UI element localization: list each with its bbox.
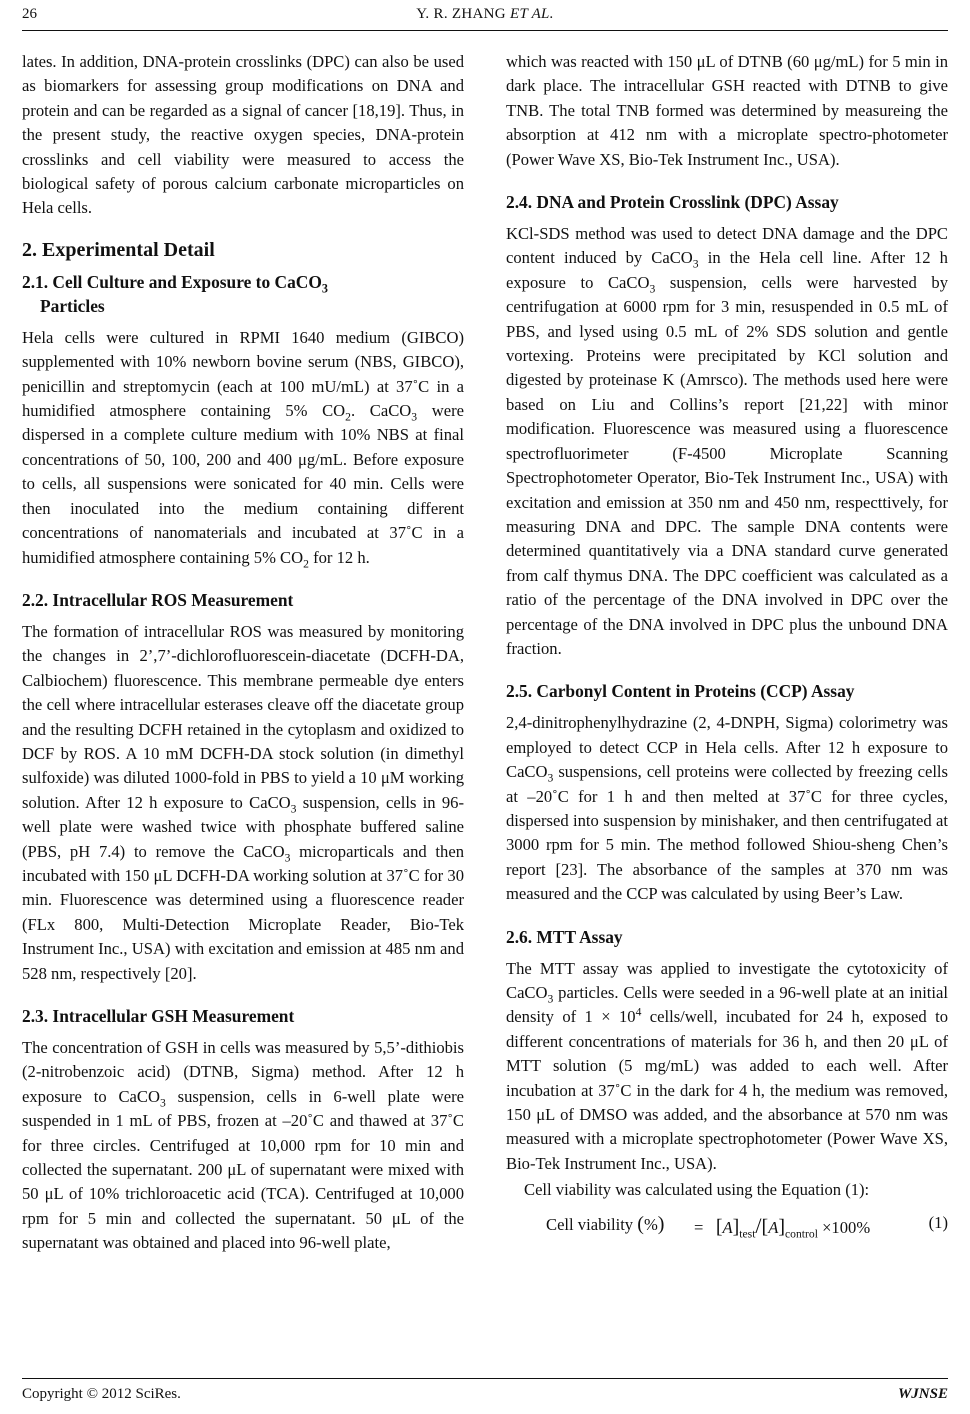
paren-close: )	[657, 1212, 665, 1235]
subscript: 3	[547, 992, 554, 1006]
footer-rule	[22, 1378, 948, 1379]
subscript: 2	[303, 556, 309, 570]
text: KCl-SDS method was used to detect DNA damage and the DPC content induced by CaCO	[506, 224, 948, 268]
text: suspensions, cell proteins were collected by freezing cells at –20˚C for 1 h and then melted at 37˚C for three cycles, dispersed into suspension by minishaker, and then centrifugated at 3000 rpm for 5 min. The method followed Shiou-sheng Chen’s report [23]. The absorbance of the samples at 370 nm was measured and the CCP was calculated by using Beer’s Law.	[506, 762, 948, 904]
section-2-3-paragraph	[22, 1036, 464, 1256]
section-2-5-heading: 2.5. Carbonyl Content in Proteins (CCP) Assay	[506, 681, 855, 702]
equation-lhs	[546, 1213, 664, 1236]
text: were dispersed in a complete culture medium with 10% NBS at final concentrations of 50, 100, 200 and 400 μg/mL. Before exposure to cells, all suspensions were sonicated for 40 min. Cells were then inoculated into the medium containing different concentrations of nanomaterials and incubated at 37˚C in a humidified atmosphere containing 5% CO	[22, 401, 464, 567]
page-number: 26	[22, 6, 37, 22]
running-head-etal: ET AL.	[509, 6, 554, 22]
running-head	[0, 6, 970, 23]
text: . CaCO	[350, 401, 412, 421]
equals-sign: =	[694, 1217, 704, 1237]
text: The concentration of GSH in cells was measured by 5,5’-dithiobis (2-nitrobenzoic acid) (DTNB, Sigma) method. After 12 h exposure to CaCO	[22, 1038, 464, 1106]
text: The formation of intracellular ROS was measured by monitoring the changes in 2’,7’-dichlorofluorescein-diacetate (DCFH-DA, Calbiochem) fluorescence. This membrane permeable dye enters the cell where intracellular esterases cleave off the diacetate group and the resulting DCFH retained in the cytoplasm and oxidized to DCF by ROS. A 10 mM DCFH-DA stock solution (in dimethyl sulfoxide) was diluted 1000-fold in PBS to yield a 10 μM working solution. After 12 h exposure to CaCO	[22, 621, 464, 812]
header-rule	[22, 30, 948, 31]
variable-a-control: A	[768, 1217, 779, 1237]
journal-name: WJNSE	[897, 1386, 948, 1402]
subscript: 3	[321, 281, 328, 296]
bracket-close: ]	[732, 1215, 740, 1238]
section-2-1-heading-line2: Particles	[40, 295, 105, 316]
paren-open: (	[637, 1212, 644, 1235]
subscript: 3	[547, 771, 554, 785]
times-100-percent: ×100%	[822, 1217, 871, 1237]
subscript: 3	[159, 1096, 166, 1110]
equation-number: (1)	[928, 1212, 948, 1232]
running-head-author: Y. R. ZHANG	[416, 6, 506, 22]
copyright: Copyright © 2012 SciRes.	[22, 1386, 181, 1402]
section-2-6-paragraph	[506, 957, 948, 1177]
section-2-6-heading: 2.6. MTT Assay	[506, 926, 623, 947]
bracket-open: [	[715, 1215, 723, 1238]
subscript: 2	[345, 410, 351, 424]
text: 2,4-dinitrophenylhydrazine (2, 4-DNPH, Sigma) colorimetry was employed to detect CCP in Hela cells. After 12 h exposure to CaCO	[506, 713, 948, 782]
text: in the Hela cell line. After 12 h exposure to CaCO	[506, 248, 948, 292]
subscript: 3	[692, 257, 699, 271]
text: The MTT assay was applied to investigate the cytotoxicity of CaCO	[506, 958, 948, 1002]
slash: /	[755, 1212, 762, 1238]
equation-1	[506, 1211, 948, 1245]
text: suspension, cells in 96-well plate were washed twice with phosphate buffered saline (PBS, pH 7.4) to remove the CaCO	[22, 792, 464, 861]
text: suspension, cells were harvested by centrifugation at 6000 rpm for 3 min, resuspended in 0.5 mL of PBS, and lysed using 0.5 mL of 2% SDS solution and gentle vortexing. Proteins were precipitated by KCl solution and digested by proteinase K (Amrsco). The methods used here were based on Liu and Collins’s report [21,22] with minor modification. Fluorescence was measured using a fluorescence spectrofluorimeter (F-4500 Microplate Scanning Spectrophotometer Operator, Bio-Tek Instrument Inc., USA) with excitation and emission at 350 nm and 450 nm, respecttively, for measuring DNA and DPC. The sample DNA contents were determined quantitatively via a DNA standard curve generated from calf thymus DNA. The DPC coefficient was calculated as a ratio of the percentage of the DNA involved in DPC over the percentage of the DNA involved in DPC plus the unbound DNA fraction.	[506, 272, 949, 658]
section-2-3-heading: 2.3. Intracellular GSH Measurement	[22, 1006, 295, 1026]
section-2-5-paragraph	[506, 711, 948, 906]
equation-intro: Cell viability was calculated using the Equation (1):	[524, 1180, 870, 1200]
section-2-1-paragraph	[22, 326, 464, 570]
section-2-1-heading-text: 2.1. Cell Culture and Exposure to CaCO	[22, 271, 322, 292]
section-2-1-heading	[22, 270, 464, 318]
text: for 12 h.	[308, 547, 370, 567]
subscript: 3	[411, 410, 418, 424]
section-2-4-paragraph	[506, 222, 948, 661]
percent-sign: %	[643, 1214, 658, 1234]
bracket-open: [	[761, 1215, 769, 1238]
intro-paragraph: lates. In addition, DNA-protein crosslinks (DPC) can also be used as biomarkers for assessing group modifications on DNA and protein and can be regarded as a signal of cancer [18,19]. Thus, in the present study, the reactive oxygen species, DNA-protein crosslinks and cell viability were measured to access the biological safety of porous calcium carbonate microparticles on Hela cells.	[22, 52, 464, 218]
section-2-heading: 2. Experimental Detail	[22, 238, 215, 261]
subscript: 3	[649, 282, 656, 296]
superscript: 4	[635, 1005, 642, 1019]
equation-lhs-text: Cell viability	[546, 1214, 634, 1234]
subscript: 3	[290, 802, 297, 816]
text: microparticals and then incubated with 150 μL DCFH-DA working solution at 37˚C for 30 min. Fluorescence was determined using a fluorescence reader (FLx 800, Multi-Detection Microplate Reader, Bio-Tek Instrument Inc., USA) with excitation and emission at 485 nm and 528 nm, respectively [20].	[22, 841, 465, 983]
bracket-close: ]	[778, 1215, 786, 1238]
text: particles. Cells were seeded in a 96-well plate at an initial density of 1 × 10	[506, 983, 948, 1027]
left-column	[22, 50, 464, 1256]
section-2-4-heading: 2.4. DNA and Protein Crosslink (DPC) Assay	[506, 192, 839, 213]
subscript-test: test	[739, 1226, 756, 1240]
text: Hela cells were cultured in RPMI 1640 medium (GIBCO) supplemented with 10% newborn bovine serum (NBS, GIBCO), penicillin and streptomycin (each at 100 mU/mL) at 37˚C in a humidified atmosphere containing 5% CO	[22, 327, 464, 421]
section-2-2-paragraph	[22, 620, 464, 986]
text: cells/well, incubated for 24 h, exposed to different concentrations of materials for 36 h, and then 20 μL of MTT solution (5 mg/mL) was added to each well. After incubation at 37˚C in the dark for 4 h, the medium was removed, 150 μL of DMSO was added, and the absorbance at 570 nm was measured with a microplate spectrophotometer (Power Wave XS, Bio-Tek Instrument Inc., USA).	[506, 1007, 948, 1173]
text: suspension, cells in 6-well plate were suspended in 1 mL of PBS, frozen at –20˚C and thawed at 37˚C for three circles. Centrifuged at 10,000 rpm for 10 min and collected the supernatant. 200 μL of supernatant were mixed with 50 μL of 10% trichloroacetic acid (TCA). Centrifuged at 10,000 rpm for 5 min and collected the supernatant. 50 μL of the supernatant was obtained and placed into 96-well plate,	[22, 1086, 464, 1253]
right-column	[506, 50, 948, 1245]
subscript: 3	[284, 850, 291, 864]
equation-rhs	[694, 1213, 870, 1239]
continued-paragraph: which was reacted with 150 μL of DTNB (60 μg/mL) for 5 min in dark place. The intracellular GSH reacted with DTNB to give TNB. The total TNB formed was determined by measureing the absorption at 412 nm with a microplate spectro-photometer (Power Wave XS, Bio-Tek Instrument Inc., USA).	[506, 52, 948, 169]
section-2-2-heading: 2.2. Intracellular ROS Measurement	[22, 589, 294, 610]
variable-a-test: A	[722, 1217, 733, 1237]
subscript-control: control	[785, 1226, 818, 1240]
